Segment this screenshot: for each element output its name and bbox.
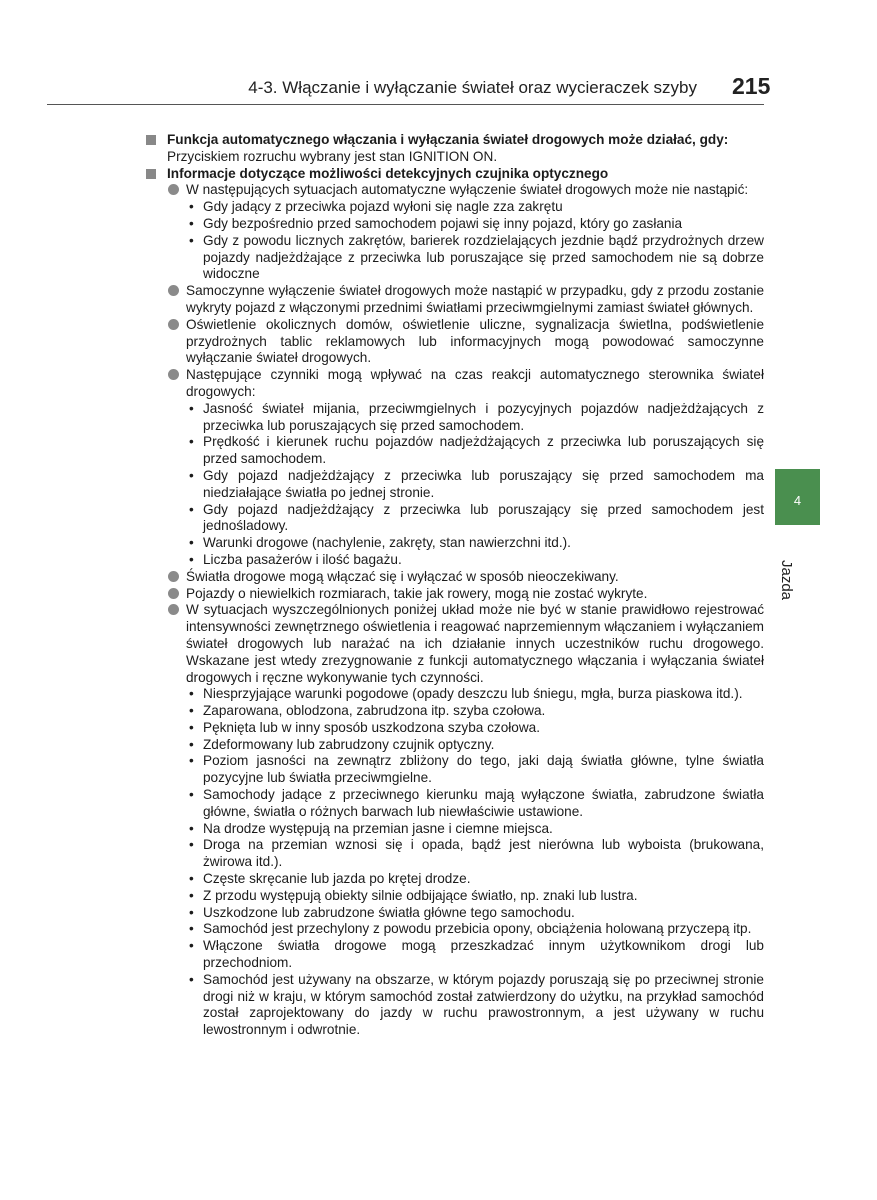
- bullet-icon: •: [189, 467, 194, 483]
- section-heading: [146, 166, 764, 183]
- page-number: 215: [732, 73, 771, 99]
- section-heading: [146, 132, 764, 166]
- sub-list-item-text: Gdy bezpośrednio przed samochodem pojawi się inny pojazd, który go zasłania: [203, 215, 683, 231]
- bullet-icon: •: [189, 820, 194, 836]
- chapter-number: 4: [793, 493, 802, 508]
- sub-list-item-text: Warunki drogowe (nachylenie, zakręty, stan nawierzchni itd.).: [203, 535, 571, 551]
- bullet-icon: •: [189, 753, 194, 769]
- sub-list-item: [146, 972, 764, 1039]
- sub-list-item: [146, 720, 764, 737]
- sub-list-item-text: Samochody jadące z przeciwnego kierunku mają wyłączone światła, zabrudzone światła główne, światła o różnych barwach lub niewłaściwie ustawione.: [203, 787, 764, 819]
- section-square-icon: [146, 135, 156, 145]
- list-item-text: W sytuacjach wyszczególnionych poniżej układ może nie być w stanie prawidłowo rejestrować intensywności zewnętrznego oświetlenia i reagować naprzemiennym włączaniem i wyłączaniem świateł drogowych lub narażać na ich działanie innych uczestników ruchu drogowego. Wskazane jest wtedy zrezygnowanie z funkcji automatycznego włączania i wyłączania świateł drogowych i ręczne wykonywanie tych czynności.: [186, 602, 764, 685]
- sub-list-item-text: Jasność świateł mijania, przeciwmgielnych i pozycyjnych pojazdów nadjeżdżających z przeciwka lub poruszających się przed samochodem.: [203, 400, 764, 433]
- bullet-icon: •: [189, 971, 194, 987]
- sub-list-item: [146, 401, 764, 435]
- sub-list-item: [146, 938, 764, 972]
- bullet-icon: •: [189, 686, 194, 702]
- sub-list-item-text: Na drodze występują na przemian jasne i ciemne miejsca.: [203, 820, 553, 836]
- sub-list-item-text: Częste skręcanie lub jazda po krętej drodze.: [203, 871, 471, 887]
- sub-list-item-text: Samochód jest używany na obszarze, w którym pojazdy poruszają się po przeciwnej stronie drogi niż w kraju, w którym samochód został zatwierdzony do użytku, na przykład samochód został zaprojektowany do jazdy w ruchu prawostronnym, a jest używany w ruchu lewostronnym i odwrotnie.: [203, 971, 764, 1038]
- sub-list-item: [146, 502, 764, 536]
- section-note: Przyciskiem rozruchu wybrany jest stan IGNITION ON.: [167, 148, 498, 164]
- bullet-icon: •: [189, 703, 194, 719]
- section-title: Funkcja automatycznego włączania i wyłączania świateł drogowych może działać, gdy:: [167, 132, 729, 147]
- sub-list-item: [146, 233, 764, 283]
- sub-list-item: [146, 837, 764, 871]
- circle-bullet-icon: [168, 571, 179, 582]
- bullet-icon: •: [189, 719, 194, 735]
- circle-bullet-icon: [168, 588, 179, 599]
- bullet-icon: •: [189, 434, 194, 450]
- sub-list-item: [146, 871, 764, 888]
- sub-list-item: [146, 434, 764, 468]
- page-header-title: 4-3. Włączanie i wyłączanie świateł oraz wycieraczek szyby: [248, 78, 697, 97]
- bullet-icon: •: [189, 837, 194, 853]
- circle-bullet-icon: [168, 319, 179, 330]
- circle-bullet-icon: [168, 604, 179, 615]
- bullet-icon: •: [189, 887, 194, 903]
- sub-list-item-text: Uszkodzone lub zabrudzone światła główne tego samochodu.: [203, 904, 575, 920]
- list-item: [146, 602, 764, 686]
- bullet-icon: •: [189, 551, 194, 567]
- list-item-text: W następujących sytuacjach automatyczne wyłączenie świateł drogowych może nie nastąpić:: [186, 182, 749, 198]
- sub-list-item: [146, 787, 764, 821]
- sub-list-item: [146, 821, 764, 838]
- header-divider: [47, 104, 764, 105]
- bullet-icon: •: [189, 736, 194, 752]
- sub-list-item-text: Gdy pojazd nadjeżdżający z przeciwka lub poruszający się przed samochodem ma niedziałające światła po jednej stronie.: [203, 467, 764, 500]
- sub-list-item: [146, 535, 764, 552]
- page-content: [146, 132, 764, 1039]
- list-item-text: Oświetlenie okolicznych domów, oświetlenie uliczne, sygnalizacja świetlna, podświetlenie przydrożnych tablic reklamowych lub informacyjnych mogą powodować samoczynne wyłączanie świateł drogowych.: [186, 316, 764, 366]
- list-item-text: Samoczynne wyłączenie świateł drogowych może nastąpić w przypadku, gdy z przodu zostanie wykryty pojazd z włączonymi przednimi światłami przeciwmgielnymi zamiast świateł głównych.: [186, 283, 764, 315]
- sub-list-item-text: Z przodu występują obiekty silnie odbijające światło, np. znaki lub lustra.: [203, 887, 638, 903]
- sub-list-item-text: Gdy z powodu licznych zakrętów, barierek rozdzielających jezdnie bądź przydrożnych drzew pojazdy nadjeżdżające z przeciwka lub poruszające się przed samochodem nie są dobrze widoczne: [203, 232, 764, 282]
- sub-list-item: [146, 921, 764, 938]
- sub-list-item-text: Zdeformowany lub zabrudzony czujnik optyczny.: [203, 736, 495, 752]
- bullet-icon: •: [189, 215, 194, 231]
- bullet-icon: •: [189, 501, 194, 517]
- sub-list-item: [146, 737, 764, 754]
- sub-list-item-text: Niesprzyjające warunki pogodowe (opady deszczu lub śniegu, mgła, burza piaskowa itd.).: [203, 686, 743, 702]
- bullet-icon: •: [189, 938, 194, 954]
- bullet-icon: •: [189, 232, 194, 248]
- bullet-icon: •: [189, 871, 194, 887]
- bullet-icon: •: [189, 199, 194, 215]
- bullet-icon: •: [189, 535, 194, 551]
- bullet-icon: •: [189, 904, 194, 920]
- circle-bullet-icon: [168, 184, 179, 195]
- bullet-icon: •: [189, 787, 194, 803]
- sub-list-item: [146, 703, 764, 720]
- sub-list-item-text: Zaparowana, oblodzona, zabrudzona itp. szyba czołowa.: [203, 703, 546, 719]
- section-square-icon: [146, 169, 156, 179]
- sub-list-item: [146, 199, 764, 216]
- section-title: Informacje dotyczące możliwości detekcyjnych czujnika optycznego: [167, 165, 609, 181]
- sub-list-item-text: Prędkość i kierunek ruchu pojazdów nadjeżdżających z przeciwka lub poruszających się przed samochodem.: [203, 434, 764, 467]
- circle-bullet-icon: [168, 285, 179, 296]
- sub-list-item: [146, 753, 764, 787]
- chapter-label: Jazda: [778, 560, 795, 601]
- list-item: [146, 569, 764, 586]
- list-item: [146, 586, 764, 603]
- list-item: [146, 182, 764, 199]
- sub-list-item: [146, 905, 764, 922]
- sub-list-item-text: Samochód jest przechylony z powodu przebicia opony, obciążenia holowaną przyczepą itp.: [203, 921, 752, 937]
- sub-list-item: [146, 552, 764, 569]
- sub-list-item-text: Gdy jadący z przeciwka pojazd wyłoni się nagle zza zakrętu: [203, 199, 563, 215]
- circle-bullet-icon: [168, 369, 179, 380]
- list-item-text: Światła drogowe mogą włączać się i wyłączać w sposób nieoczekiwany.: [186, 568, 619, 584]
- list-item: [146, 283, 764, 317]
- bullet-icon: •: [189, 400, 194, 416]
- list-item-text: Następujące czynniki mogą wpływać na czas reakcji automatycznego sterownika świateł drogowych:: [186, 367, 764, 399]
- sub-list-item: [146, 216, 764, 233]
- sub-list-item-text: Droga na przemian wznosi się i opada, bądź jest nierówna lub wyboista (brukowana, żwirowa itd.).: [203, 837, 764, 870]
- sub-list-item-text: Poziom jasności na zewnątrz zbliżony do tego, jaki dają światła główne, tylne światła pozycyjne lub światła przeciwmgielne.: [203, 753, 764, 786]
- list-item-text: Pojazdy o niewielkich rozmiarach, takie jak rowery, mogą nie zostać wykryte.: [186, 585, 648, 601]
- sub-list-item-text: Włączone światła drogowe mogą przeszkadzać innym użytkownikom drogi lub przechodniom.: [203, 938, 764, 971]
- sub-list-item-text: Gdy pojazd nadjeżdżający z przeciwka lub poruszający się przed samochodem jest jednośladowy.: [203, 501, 764, 534]
- sub-list-item: [146, 686, 764, 703]
- list-item: [146, 367, 764, 401]
- list-item: [146, 317, 764, 367]
- sub-list-item-text: Pęknięta lub w inny sposób uszkodzona szyba czołowa.: [203, 719, 541, 735]
- bullet-icon: •: [189, 921, 194, 937]
- sub-list-item: [146, 888, 764, 905]
- sub-list-item: [146, 468, 764, 502]
- sub-list-item-text: Liczba pasażerów i ilość bagażu.: [203, 551, 402, 567]
